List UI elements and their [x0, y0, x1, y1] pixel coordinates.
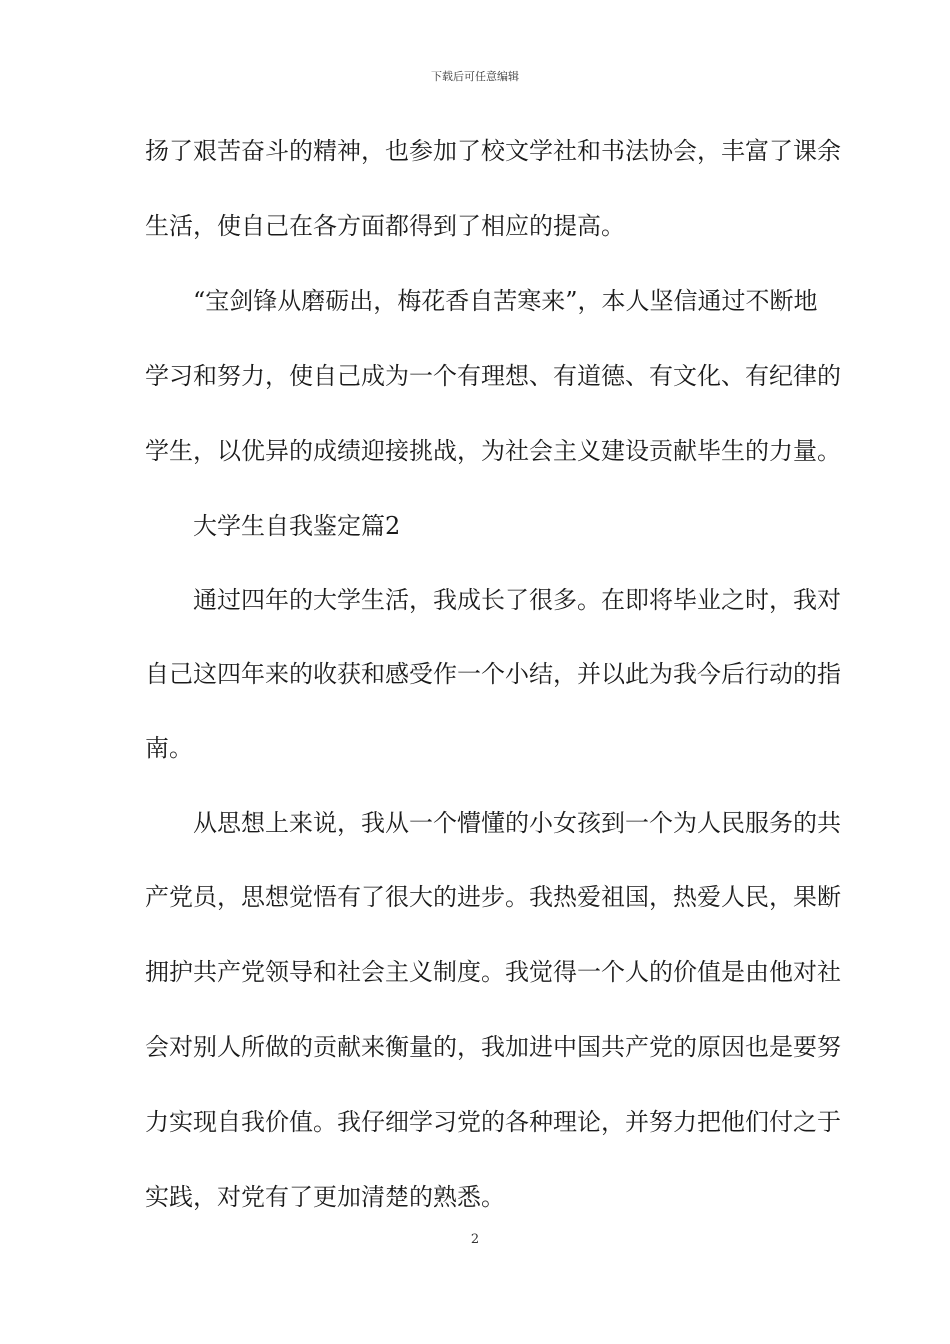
- text-line: 生活，使自己在各方面都得到了相应的提高。: [145, 212, 625, 240]
- text-line: 自己这四年来的收获和感受作一个小结，并以此为我今后行动的指: [145, 660, 841, 688]
- page-number: 2: [470, 1232, 480, 1247]
- text-line: 产党员，思想觉悟有了很大的进步。我热爱祖国，热爱人民，果断: [145, 883, 841, 911]
- text-line: 会对别人所做的贡献来衡量的，我加进中国共产党的原因也是要努: [145, 1033, 841, 1061]
- text-line: 通过四年的大学生活，我成长了很多。在即将毕业之时，我对: [193, 586, 841, 614]
- text-line: 力实现自我价值。我仔细学习党的各种理论，并努力把他们付之于: [145, 1108, 841, 1136]
- section-heading: 大学生自我鉴定篇2: [193, 512, 401, 540]
- text-line: “宝剑锋从磨砺出，梅花香自苦寒来”，本人坚信通过不断地: [193, 287, 818, 315]
- text-line: 扬了艰苦奋斗的精神，也参加了校文学社和书法协会，丰富了课余: [145, 137, 841, 165]
- text-line: 学习和努力，使自己成为一个有理想、有道德、有文化、有纪律的: [145, 362, 841, 390]
- text-line: 从思想上来说，我从一个懵懂的小女孩到一个为人民服务的共: [193, 809, 841, 837]
- text-line: 南。: [145, 734, 193, 762]
- text-line: 学生，以优异的成绩迎接挑战，为社会主义建设贡献毕生的力量。: [145, 437, 841, 465]
- page-header: 下载后可任意编辑: [431, 70, 519, 83]
- text-line: 实践，对党有了更加清楚的熟悉。: [145, 1183, 505, 1211]
- text-line: 拥护共产党领导和社会主义制度。我觉得一个人的价值是由他对社: [145, 958, 841, 986]
